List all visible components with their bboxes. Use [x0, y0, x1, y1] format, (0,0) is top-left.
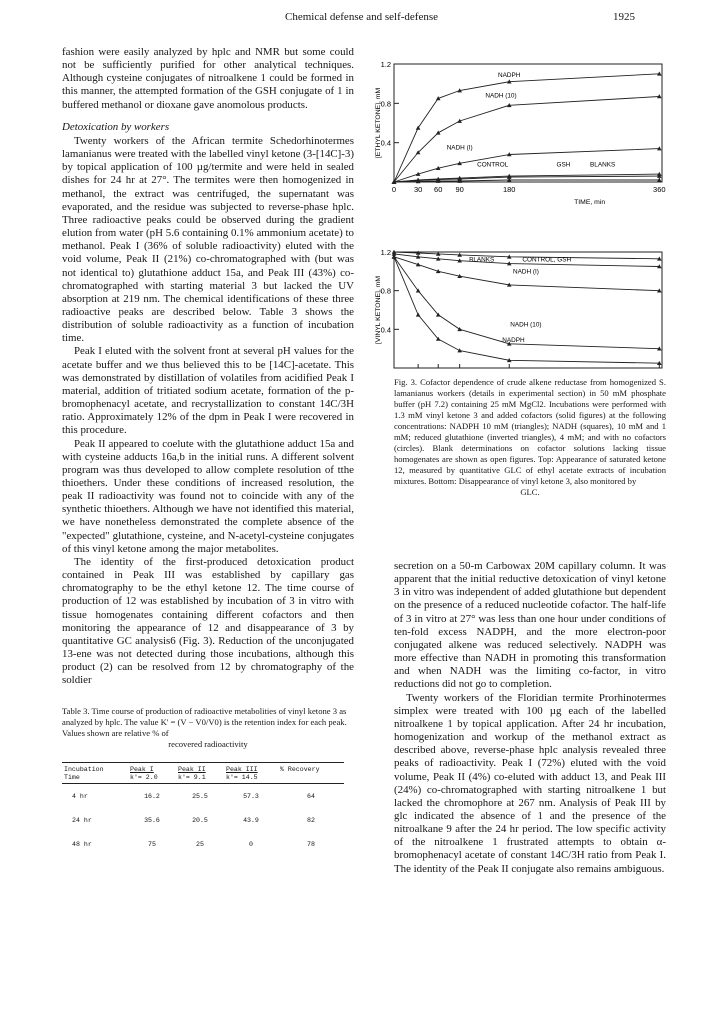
y-axis-label: [ETHYL KETONE], mM	[375, 87, 382, 159]
x-axis-label: TIME, min	[574, 199, 606, 206]
figure-caption	[394, 377, 666, 498]
x-tick-label: 90	[455, 185, 464, 194]
table-row: 48 hr 75 25 0 78	[72, 840, 315, 848]
right-column	[394, 560, 666, 876]
plot-frame	[394, 64, 662, 182]
table-row: 24 hr 35.6 20.5 43.9 82	[72, 816, 315, 824]
page-number: 1925	[613, 11, 635, 23]
y-tick-label: 0.8	[380, 99, 391, 109]
chart-ethyl-ketone	[375, 60, 666, 206]
y-tick-label: 1.2	[380, 248, 391, 257]
y-tick-label: 0.4	[380, 138, 391, 148]
series-label: NADPH	[502, 336, 525, 344]
journal-running-title: Chemical defense and self-defense	[284, 11, 438, 23]
x-tick-label: 180	[502, 185, 516, 194]
x-tick-label: 30	[413, 185, 423, 194]
chart-vinyl-ketone	[375, 248, 666, 370]
paragraph-peak-two: Peak II appeared to coelute with the glutathione adduct 15a and with cysteine adducts 16a,b in the initial runs. A different solvent program was thus developed to allow complete resolution of tthe thioethers. Under these conditions of increased resolution, the peak II radioactivity was found not to coincide with any of the synthetic thioethers. Although we have not identified this material, we have nonetheless demonstrated the complete absence of the "expected" glutathione, cysteine, and N-acetyl-cysteine conjugates of this vinyl ketone among the major metabolites.	[62, 437, 354, 555]
figure-caption-text: Fig. 3. Cofactor dependence of crude alkene reductase from homogenized S. lamanianus workers (details in experimental section) in 50 mM phosphate buffer (pH 7.2) containing 25 mM MgCl2. Incubations were performed with 1.3 mM vinyl ketone 3 and added cofactors (solid figures) at the following concentrations: NADPH 10 mM (triangles); NADH (squares), 10 mM and 1 mM; reduced glutathione (inverted triangles), 4 mM; and with no cofactors (circles). Blank determinations on cofactor solutions lacking tissue homogenates are shown as open figures. Top: Appearance of saturated ketone 12, measured by quantitative GLC of ethyl acetate extracts of incubation mixtures. Bottom: Disappearance of vinyl ketone 3, also monitored by	[394, 377, 666, 486]
series-label: BLANKS	[590, 161, 616, 169]
series-line	[394, 71, 659, 182]
paragraph-carbowax: secretion on a 50-m Carbowax 20M capillary column. It was apparent that the initial reductive detoxication of vinyl ketone 3 in vitro was independent of added glutathione but dependent on the presence of a reduced nucleotide cofactor. The half-life of 3 in vitro at 27° was less than one hour under conditions of ten-fold excess NADPH, and the more electron-poor conjugated alkene was reduced selectively. NADPH was more effective than NADH in promoting this transformation and when NADH was the limiting co-factor, in vitro reductions did not go to completion.	[394, 560, 666, 691]
table-caption-text: Table 3. Time course of production of radioactive metabolities of vinyl ketone 3 as analyzed by hplc. The value K' = (V − V0/V0) is the retention index for each peak. Values shown are relative % of	[62, 705, 347, 738]
x-tick-label: 60	[434, 185, 443, 194]
header-peak-one: Peak I k'= 2.0	[128, 762, 176, 783]
radioactivity-table	[62, 762, 344, 856]
figure-3	[370, 60, 670, 370]
y-axis-label: [VINYL KETONE], mM	[375, 276, 382, 344]
header-time: Incubation Time	[62, 762, 128, 783]
section-heading: Detoxication by workers	[62, 120, 170, 133]
series-label: NADH (10)	[485, 92, 517, 100]
series-label: NADPH	[498, 71, 521, 79]
series-label: CONTROL	[477, 161, 509, 169]
series-label: NADH (I)	[446, 144, 473, 152]
table-caption	[62, 706, 354, 750]
header-recovery: % Recovery	[278, 762, 344, 783]
y-tick-label: 1.2	[380, 60, 391, 69]
paragraph-peak-three: The identity of the first-produced detoxication product contained in Peak III was established by capillary gas chromatography to be the ethyl ketone 12. The time course of production of 12 was established by incubation of 3 in vitro with tissue homogenates containing different cofactors and then monitoring the appearance of 12 and disappearance of 3 by quantitative GC analysis6 (Fig. 3). Reduction of the unconjugated 13-ene was not detected during those incubations, although this product (2) can be resolved from 12 by chromatography of the soldier	[62, 555, 354, 687]
series-label: NADH (I)	[512, 268, 539, 276]
data-point	[436, 131, 441, 135]
intro-paragraph: fashion were easily analyzed by hplc and NMR but some could not be sufficiently purified for other analytical techniques. Although cysteine conjugates of nitroalkene 1 could be formed in this manner, the attempted formation of the GSH conjugate of 1 in buffered methanol or dioxane gave anomolous products.	[62, 46, 354, 111]
series-label: CONTROL, GSH	[522, 256, 572, 264]
series-label: GSH	[556, 161, 571, 169]
table-header-row	[62, 762, 344, 783]
header-peak-two: Peak II k'= 9.1	[176, 762, 224, 783]
x-tick-label: 360	[653, 185, 666, 194]
paragraph-termite-treatment: Twenty workers of the African termite Schedorhinotermes lamanianus were treated with the labelled vinyl ketone (3-[14C]-3) by topical application of 100 µg/termite and were held in sealed dishes for 24 hr at 27°. The termites were then homogenized in methanol, the extract was centrifuged, the supernatant was evaporated, and the residue was subjected to reverse-phase hplc. Three radioactive peaks could be observed during the gradient elution from water (pH 5.6 containing 0.1% ammonium acetate) to methanol. Peak I (36% of soluble radioactivity) eluted with the void volume, Peak II (21%) co-chromatographed with (but was not identical to) glutathione adduct 15a, and Peak III (43%) co-chromatographed with starting material 3 but lacked the UV absorption at 219 nm. The chemical identifications of these three radioactive peaks are described below. Table 3 shows the distribution of soluble radioactivity as a function of incubation time.	[62, 134, 354, 345]
table-caption-last-line: recovered radioactivity	[168, 738, 248, 749]
x-tick-label: 0	[391, 185, 397, 194]
header-peak-three: Peak III k'= 14.5	[224, 762, 278, 783]
data-point	[416, 313, 421, 317]
left-column	[62, 46, 354, 856]
y-tick-label: 0.4	[380, 325, 391, 335]
figure-caption-last-line: GLC.	[520, 487, 540, 497]
series-label: BLANKS	[469, 256, 495, 264]
y-tick-label: 0.8	[380, 286, 391, 296]
series-label: NADH (10)	[510, 321, 542, 329]
table-row: 4 hr 16.2 25.5 57.3 64	[72, 792, 315, 800]
paragraph-peak-one: Peak I eluted with the solvent front at several pH values for the acetate buffer and we thus believed this to be [14C]-acetate. This was demonstrated by distillation of volatiles from acidified Peak I material, addition of tritiated sodium acetate, formation of the p-bromophenacyl acetate, and recrystallization to constant 14C/3H ratio. Approximately 12% of the dpm in Peak I were recovered in this procedure.	[62, 345, 354, 437]
data-point	[457, 348, 462, 352]
running-header	[0, 10, 723, 28]
paragraph-prorhinotermes: Twenty workers of the Floridian termite Prorhinotermes simplex were treated with 100 µg each of the labelled nitroalkene 1 by topical application. After 24 hr incubation, homogenization and workup of the methanol extract as described above, reverse-phase hplc analysis revealed three peaks of radioactivity. Peak I (72%) eluted with the void volume, Peak II (4%) co-eluted with adduct 13, and Peak III (24%) co-chromatographed with starting nitroalkene 1 but lacked the chromophore at 267 nm. Analysis of Peak III by glc indicated the absence of 1 and the presence of the nitroalkane 9 after the 24 hr period. The low specific activity of the nitroalkene 1 frustrated attempts to obtain α-bromophenacyl acetate of constant 14C/3H ratio from Peak I. The identity of the Peak II conjugate also remains ambiguous.	[394, 691, 666, 875]
